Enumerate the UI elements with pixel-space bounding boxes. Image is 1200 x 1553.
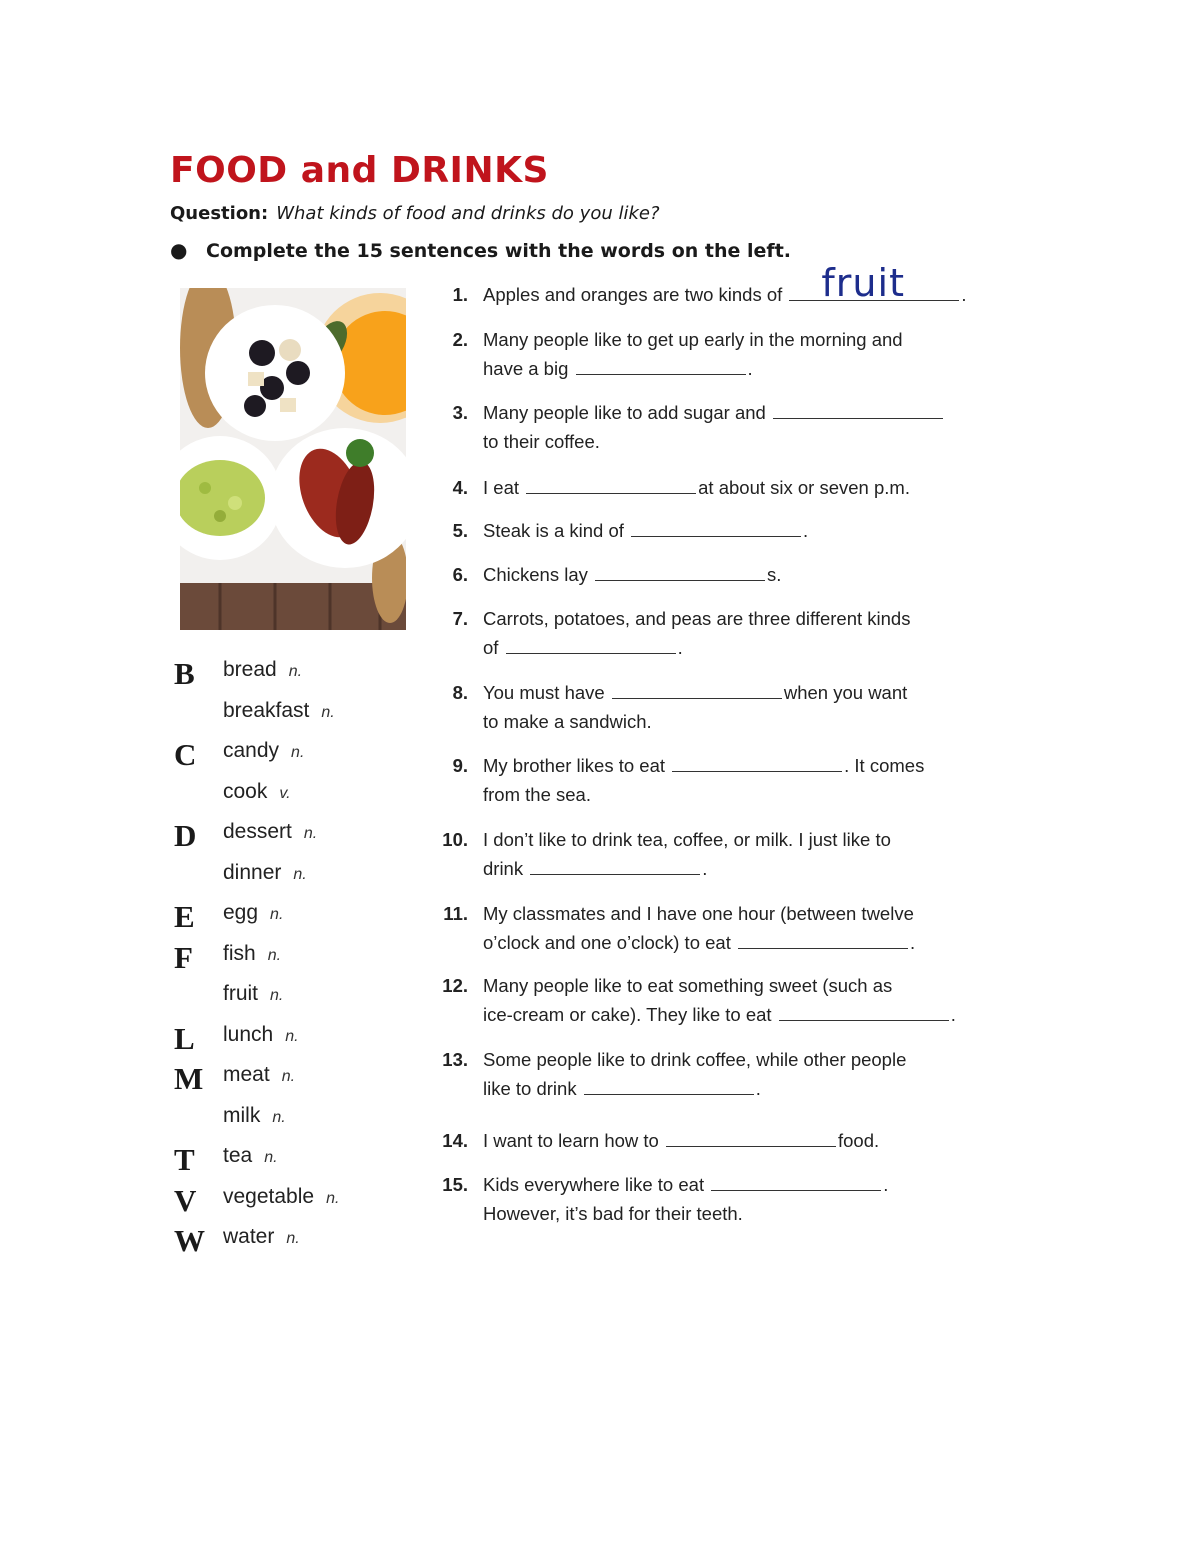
sentence-text: like to drink — [483, 1078, 577, 1099]
sentence-line-2 — [483, 780, 973, 809]
answer-blank[interactable] — [789, 261, 959, 305]
answer-blank[interactable] — [530, 854, 700, 875]
sentence-line-2 — [483, 1199, 973, 1228]
index-letter: M — [174, 1061, 204, 1096]
word-label: dessert — [223, 820, 292, 843]
part-of-speech: n. — [285, 1027, 299, 1045]
sentence-text: Chickens lay — [483, 564, 588, 585]
sentence-text: to make a sandwich. — [483, 711, 652, 732]
sentence-text: My brother likes to eat — [483, 755, 665, 776]
sentence-line-1 — [483, 398, 973, 427]
part-of-speech: n. — [303, 825, 318, 842]
word-entry — [223, 1185, 339, 1209]
part-of-speech: n. — [293, 865, 307, 883]
sentence-number: 11. — [443, 903, 468, 924]
sentence-number: 8. — [452, 682, 468, 703]
sentence-number: 5. — [452, 520, 468, 541]
part-of-speech: n. — [288, 663, 303, 680]
word-entry — [223, 1144, 278, 1168]
word-label: vegetable — [223, 1184, 315, 1208]
sentence-text: . — [747, 358, 753, 379]
word-label: egg — [223, 901, 259, 924]
sentence-number: 2. — [452, 329, 468, 350]
word-label: fruit — [223, 982, 259, 1005]
sentence-text: Some people like to drink coffee, while other people — [483, 1049, 907, 1070]
word-label: fish — [223, 941, 256, 965]
sentence-number: 1. — [452, 284, 468, 305]
sentence-text: Many people like to eat something sweet (such as — [483, 975, 893, 996]
sentence-text: o’clock and one o’clock) to eat — [483, 932, 731, 953]
sentence-line-2 — [483, 1074, 973, 1103]
sentence-line-1 — [483, 604, 973, 633]
sentence-text: You must have — [483, 682, 605, 703]
answer-blank[interactable] — [612, 678, 782, 699]
word-list-item — [170, 731, 420, 772]
word-label: candy — [223, 739, 280, 762]
sentence-line-1 — [483, 473, 973, 502]
sentence-text: food. — [838, 1130, 880, 1151]
sentence-line-2 — [483, 354, 973, 383]
word-entry — [223, 699, 335, 723]
sentence-text: I don’t like to drink tea, coffee, or milk. I just like to — [483, 829, 891, 850]
word-list-item — [170, 1217, 420, 1258]
sentence-text: Steak is a kind of — [483, 520, 624, 541]
sentence-line-1 — [483, 325, 973, 354]
word-label: breakfast — [223, 698, 310, 722]
question-line — [170, 203, 660, 224]
sentence-number: 7. — [452, 608, 468, 629]
sentence-line-1 — [483, 261, 973, 309]
word-entry — [223, 658, 302, 682]
sentence-number: 6. — [452, 564, 468, 585]
word-entry — [223, 780, 291, 804]
index-letter: B — [174, 656, 195, 691]
part-of-speech: n. — [286, 1230, 300, 1247]
word-entry — [223, 942, 281, 966]
sentence-line-1 — [483, 971, 973, 1000]
part-of-speech: v. — [279, 784, 291, 802]
answer-blank[interactable] — [526, 473, 696, 494]
sentence-text: . — [909, 932, 916, 953]
sentence-text: . — [702, 858, 708, 879]
answer-blank[interactable] — [773, 398, 943, 419]
sentence-text: of — [483, 637, 499, 658]
word-list-item — [170, 812, 420, 853]
sentence-line-1 — [483, 1170, 973, 1199]
word-label: milk — [223, 1103, 261, 1127]
instruction-line — [170, 238, 791, 262]
sentence-text: have a big — [483, 358, 569, 379]
food-plate-photo — [180, 288, 406, 630]
index-letter: E — [174, 899, 195, 934]
word-entry — [223, 1104, 286, 1128]
word-list-item — [170, 1096, 420, 1137]
sentence-text: Kids everywhere like to eat — [483, 1174, 705, 1195]
sentence-text: . — [755, 1078, 761, 1099]
sentence-number: 14. — [442, 1130, 468, 1151]
sentence-line-1 — [483, 751, 973, 780]
worksheet-title: FOOD and DRINKS — [170, 150, 549, 191]
word-list-item — [170, 893, 420, 934]
word-entry — [223, 739, 304, 763]
sentence-number: 3. — [452, 402, 468, 423]
answer-blank[interactable] — [666, 1126, 836, 1147]
word-label: cook — [223, 779, 268, 803]
index-letter: F — [174, 939, 193, 975]
answer-blank[interactable] — [711, 1170, 881, 1191]
word-entry — [223, 820, 317, 844]
word-list-item — [170, 772, 420, 813]
word-label: lunch — [223, 1022, 274, 1046]
food-plate-illustration — [180, 288, 406, 630]
word-list-item — [170, 691, 420, 732]
part-of-speech: n. — [326, 1189, 340, 1207]
sentence-text: I eat — [483, 477, 519, 498]
word-list-item — [170, 934, 420, 975]
sentence-line-2 — [483, 854, 973, 883]
sentence-line-2 — [483, 633, 973, 662]
sentence-line-1 — [483, 516, 973, 545]
word-list-item — [170, 1136, 420, 1177]
sentence-number: 12. — [442, 975, 468, 996]
word-entry — [223, 1063, 295, 1087]
word-entry — [223, 1225, 300, 1249]
sentence-line-1 — [483, 899, 973, 928]
index-letter: C — [174, 737, 197, 772]
question-text: What kinds of food and drinks do you like? — [276, 203, 660, 224]
sentence-line-1 — [483, 560, 973, 589]
instruction-text: Complete the 15 sentences with the words on the left. — [206, 240, 792, 262]
answer-blank[interactable] — [672, 751, 842, 772]
answer-blank[interactable] — [738, 928, 908, 949]
answer-blank[interactable] — [595, 560, 765, 581]
sentence-line-2 — [483, 1000, 973, 1029]
sentence-text: Many people like to add sugar and — [483, 402, 766, 423]
word-label: tea — [223, 1144, 253, 1167]
sentence-line-1 — [483, 1045, 973, 1074]
word-label: water — [223, 1225, 275, 1248]
part-of-speech: n. — [272, 1108, 286, 1126]
sentence-text: when you want — [783, 682, 908, 703]
sentence-number: 9. — [452, 755, 468, 776]
part-of-speech: n. — [264, 1149, 278, 1166]
word-list-item — [170, 974, 420, 1015]
question-label: Question: — [170, 203, 269, 224]
sentence-line-1 — [483, 678, 973, 707]
part-of-speech: n. — [270, 906, 284, 923]
sentence-line-1 — [483, 825, 973, 854]
sentence-text: from the sea. — [483, 784, 591, 805]
sentence-text: . — [961, 284, 967, 305]
sentence-text: Many people like to get up early in the morning and — [483, 329, 903, 350]
word-list-item — [170, 1015, 420, 1056]
sentence-number: 15. — [442, 1174, 468, 1195]
part-of-speech: n. — [321, 703, 335, 721]
sentence-number: 10. — [442, 829, 468, 850]
part-of-speech: n. — [270, 987, 284, 1004]
word-list-item — [170, 1055, 420, 1096]
word-entry — [223, 982, 283, 1006]
word-list — [170, 650, 420, 1258]
sentence-text: Carrots, potatoes, and peas are three different kinds — [483, 608, 911, 629]
sentence-text: . — [883, 1174, 889, 1195]
sentence-number: 13. — [442, 1049, 468, 1070]
sentence-text: . — [677, 637, 683, 658]
answer-blank[interactable] — [576, 354, 746, 375]
sentence-text: to their coffee. — [483, 431, 600, 452]
word-list-item — [170, 853, 420, 894]
sentence-text: I want to learn how to — [483, 1130, 659, 1151]
part-of-speech: n. — [267, 946, 282, 964]
word-list-item — [170, 650, 420, 691]
sentence-line-1 — [483, 1126, 973, 1155]
word-label: meat — [223, 1063, 270, 1086]
word-entry — [223, 901, 283, 925]
part-of-speech: n. — [291, 744, 305, 761]
index-letter: T — [174, 1142, 195, 1177]
sentence-text: . — [950, 1004, 956, 1025]
word-entry — [223, 1023, 299, 1047]
sentence-line-2 — [483, 928, 973, 957]
answer-blank[interactable] — [631, 516, 801, 537]
index-letter: W — [174, 1223, 205, 1258]
sentence-text: However, it’s bad for their teeth. — [483, 1203, 743, 1224]
sentence-text: My classmates and I have one hour (between twelve — [483, 903, 914, 924]
sentence-text: . — [803, 520, 809, 541]
sentence-line-2 — [483, 427, 973, 456]
answer-blank[interactable] — [584, 1074, 754, 1095]
answer-blank[interactable] — [779, 1000, 949, 1021]
index-letter: V — [174, 1182, 197, 1218]
answer-blank[interactable] — [506, 633, 676, 654]
bullet-icon: ● — [170, 238, 188, 262]
handwritten-answer: fruit — [821, 261, 905, 305]
sentence-text: s. — [767, 564, 782, 585]
word-label: bread — [223, 658, 277, 681]
index-letter: L — [174, 1020, 195, 1056]
sentence-number: 4. — [452, 477, 468, 498]
word-list-item — [170, 1177, 420, 1218]
sentence-line-2 — [483, 707, 973, 736]
part-of-speech: n. — [281, 1068, 296, 1085]
sentence-text: Apples and oranges are two kinds of — [483, 284, 783, 305]
word-entry — [223, 861, 307, 885]
sentence-text: ice-cream or cake). They like to eat — [483, 1004, 772, 1025]
index-letter: D — [174, 818, 197, 853]
word-label: dinner — [223, 860, 282, 884]
sentence-text: . It comes — [844, 755, 925, 776]
sentence-text: at about six or seven p.m. — [698, 477, 910, 498]
sentence-text: drink — [483, 858, 524, 879]
